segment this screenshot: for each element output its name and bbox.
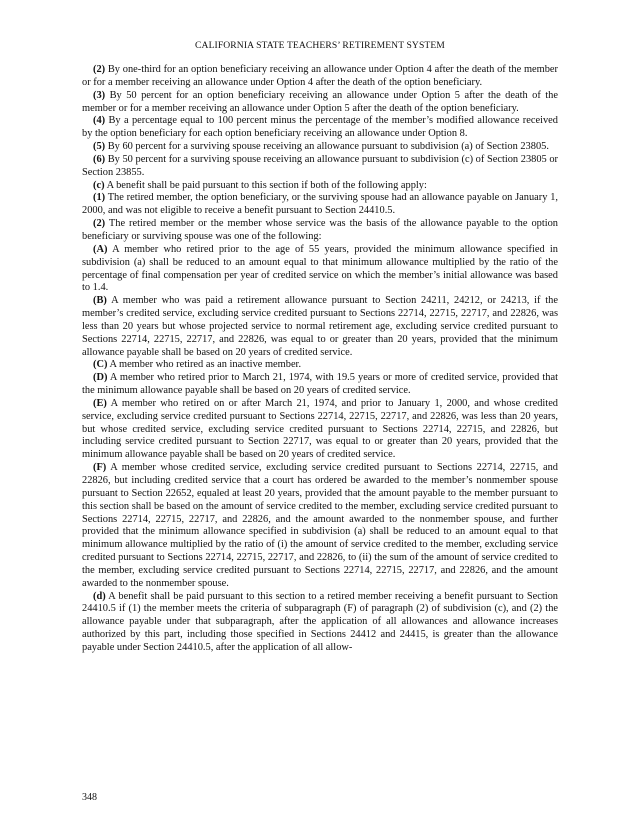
paragraph-label: (d) xyxy=(93,590,106,602)
paragraph-text: A member who retired prior to the age of 55 years, provided the minimum allowance specified in subdivision (a) shall be reduced to an amount equal to that minimum allowance multiplied by the ratio of the percentage of final compensation per year of credited service on which the member’s initial allowance was based to 1.4. xyxy=(82,243,558,294)
paragraph xyxy=(82,359,558,372)
paragraph xyxy=(82,591,558,655)
paragraph-text: The retired member, the option beneficiary, or the surviving spouse had an allowance payable on January 1, 2000, and was not eligible to receive a benefit pursuant to Section 24410.5. xyxy=(82,192,558,217)
paragraph-text: A member whose credited service, excluding service credited pursuant to Sections 22714, 22715, and 22826, but including credited service that a court has ordered be awarded to the member’s nonmember spouse pursuant to Section 22652, equaled at least 20 years, provided that the amount payable to the member pursuant to this section shall be based on the amount of service credited to the member, excluding service credited pursuant to Sections 22714, 22715, 22717, and 22826, and the amount awarded to the nonmember spouse, and further provided that the minimum allowance specified in subdivision (a) shall be reduced to an amount equal to that minimum allowance multiplied by the ratio of (i) the amount of service credited to the member, excluding service credited pursuant to Sections 22714, 22715, 22717, and 22826, to (ii) the sum of the amount of service credited to the member, excluding service credited pursuant to Sections 22714, 22715, 22717, and 22826, and the amount awarded to the nonmember spouse. xyxy=(82,462,558,589)
paragraph-text: By one-third for an option beneficiary receiving an allowance under Option 4 after the death of the member or for a member receiving an allowance under Option 4 after the death of the option beneficiary. xyxy=(82,64,558,88)
paragraph xyxy=(82,141,558,154)
paragraph-label: (2) xyxy=(93,218,106,230)
paragraph-label: (A) xyxy=(93,243,108,255)
paragraph xyxy=(82,64,558,90)
paragraph xyxy=(82,218,558,244)
paragraph xyxy=(82,90,558,116)
paragraph-text: A member who retired prior to March 21, 1974, with 19.5 years or more of credited service, provided that the minimum allowance payable shall be based on 20 years of credited service. xyxy=(82,372,558,397)
paragraph-text: A member who was paid a retirement allowance pursuant to Section 24211, 24212, or 24213, if the member’s credited service, excluding service credited pursuant to Sections 22714, 22715, 22717, and 22826, was less than 20 years but whose projected service to normal retirement age, excluding service credited pursuant to Sections 22714, 22715, 22717, and 22826, was equal to or greater than 20 years, provided that the minimum allowance payable shall be based on 20 years of credited service. xyxy=(82,295,558,358)
paragraph-label: (C) xyxy=(93,359,108,371)
paragraph-text: The retired member or the member whose service was the basis of the allowance payable to the option beneficiary or surviving spouse was one of the following: xyxy=(82,218,558,242)
paragraph-text: By a percentage equal to 100 percent minus the percentage of the member’s modified allowance received by the option beneficiary for each option beneficiary receiving an allowance under Option 8. xyxy=(82,115,558,140)
paragraph-text: By 60 percent for a surviving spouse receiving an allowance pursuant to subdivision (a) of Section 23805. xyxy=(105,141,549,153)
paragraph-label: (B) xyxy=(93,295,107,307)
paragraph-text: A benefit shall be paid pursuant to this section to a retired member receiving a benefit pursuant to Section 24410.5 if (1) the member meets the criteria of subparagraph (F) of paragraph (2) of subdivision (c), and (2) the allowance payable under that subparagraph, after the application of all allowances and allowance increases authorized by this part, including those specified in Sections 24412 and 24415, is greater than the allowance payable under Section 24410.5, after the application of all allow- xyxy=(82,590,558,653)
page-number: 348 xyxy=(82,792,97,803)
paragraph-label: (2) xyxy=(93,64,106,75)
paragraph xyxy=(82,180,558,193)
paragraph xyxy=(82,372,558,398)
paragraph-label: (3) xyxy=(93,89,106,101)
paragraph-label: (4) xyxy=(93,115,106,127)
paragraph-label: (c) xyxy=(93,179,105,191)
paragraph xyxy=(82,192,558,218)
paragraph-label: (6) xyxy=(93,153,106,165)
body-text xyxy=(82,64,558,655)
paragraph-label: (D) xyxy=(93,372,108,384)
paragraph xyxy=(82,398,558,462)
paragraph-text: By 50 percent for an option beneficiary receiving an allowance under Option 5 after the death of the member or for a member receiving an allowance under Option 5 after the death of the option beneficiary. xyxy=(82,89,558,114)
paragraph xyxy=(82,462,558,590)
paragraph-text: A member who retired on or after March 21, 1974, and prior to January 1, 2000, and whose credited service, excluding service credited pursuant to Sections 22714, 22715, 22717, and 22826, was less than 20 years, but whose credited service, excluding service credited pursuant to Sections 22714, 22715, and 22826, but including service credited pursuant to Section 22717, was equal to or greater than 20 years, provided that the minimum allowance payable shall be based on 20 years of credited service. xyxy=(82,397,558,461)
paragraph xyxy=(82,115,558,141)
paragraph-text: A benefit shall be paid pursuant to this section if both of the following apply: xyxy=(104,179,427,191)
paragraph xyxy=(82,244,558,295)
paragraph xyxy=(82,154,558,180)
paragraph xyxy=(82,295,558,359)
paragraph-label: (1) xyxy=(93,192,106,204)
running-head: CALIFORNIA STATE TEACHERS’ RETIREMENT SYSTEM xyxy=(195,40,445,51)
paragraph-label: (E) xyxy=(93,397,107,409)
paragraph-label: (F) xyxy=(93,462,107,474)
paragraph-text: By 50 percent for a surviving spouse receiving an allowance pursuant to subdivision (c) of Section 23805 or Section 23855. xyxy=(82,153,558,178)
paragraph-text: A member who retired as an inactive member. xyxy=(107,359,302,371)
paragraph-label: (5) xyxy=(93,141,106,153)
